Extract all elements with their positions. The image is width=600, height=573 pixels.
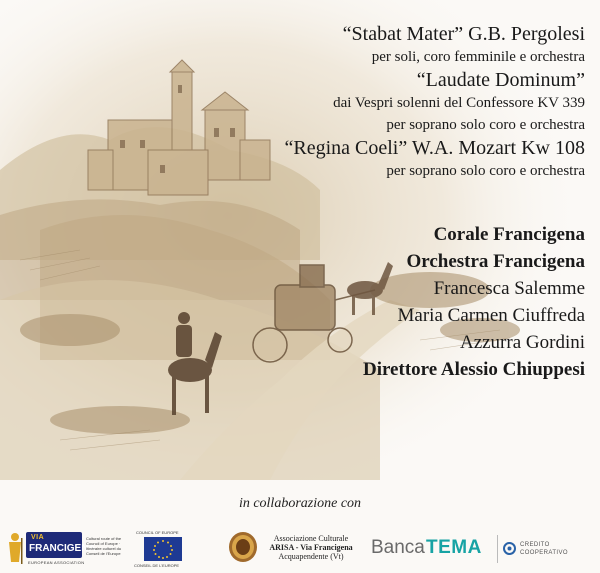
banca-word: Banca <box>371 537 425 558</box>
via-francigena-badge <box>26 532 96 558</box>
conseil-de-leurope-label: CONSEIL DE L'EUROPE <box>134 563 180 568</box>
credito-label: CREDITO <box>520 542 550 548</box>
via-francigena-description: Cultural route of the Council of Europe · Itinéraire culturel du Conseil de l'Europe <box>86 536 122 556</box>
program-block <box>155 22 585 182</box>
credito-cooperativo-icon <box>503 542 516 555</box>
collaboration-label: in collaborazione con <box>238 496 362 511</box>
arisa-line-1: Associazione Culturale <box>273 534 349 543</box>
credito-cooperativo-text <box>520 541 568 557</box>
via-francigena-top: VIA <box>31 534 45 541</box>
soloist-name: Azzurra Gordini <box>459 332 585 353</box>
program-work-3-detail: per soprano solo coro e orchestra <box>386 163 585 179</box>
pilgrim-icon <box>6 532 24 564</box>
council-of-europe-label: COUNCIL OF EUROPE <box>136 530 179 535</box>
banca-tema-logo <box>371 533 593 567</box>
director-name: Direttore Alessio Chiuppesi <box>362 359 585 380</box>
logo-divider <box>497 535 498 563</box>
orchestra-name: Orchestra Francigena <box>406 251 585 272</box>
soloist-name: Francesca Salemme <box>433 278 585 299</box>
program-work-2-source: dai Vespri solenni del Confessore KV 339 <box>333 95 585 111</box>
via-francigena-subtitle: EUROPEAN ASSOCIATION <box>28 560 85 565</box>
soloist-name: Maria Carmen Ciuffreda <box>397 305 585 326</box>
seal-icon <box>228 531 258 563</box>
via-francigena-name: FRANCIGENA <box>29 543 96 554</box>
arisa-line-2: ARISA - Via Francigena <box>269 543 353 552</box>
tema-word: TEMA <box>426 537 482 558</box>
program-work-1-detail: per soli, coro femminile e orchestra <box>371 49 585 65</box>
program-work-2-detail: per soprano solo coro e orchestra <box>386 117 585 133</box>
choir-name: Corale Francigena <box>433 224 585 245</box>
arisa-line-3: Acquapendente (Vt) <box>278 552 344 561</box>
council-of-europe-flag-icon <box>144 537 182 561</box>
arisa-logo <box>228 531 358 569</box>
performers-block <box>155 221 585 383</box>
sponsor-logos <box>0 525 600 570</box>
via-francigena-logo <box>6 530 184 570</box>
cooperativo-label: COOPERATIVO <box>520 550 568 556</box>
program-work-3: “Regina Coeli” W.A. Mozart Kw 108 <box>284 137 585 159</box>
arisa-text <box>264 534 358 561</box>
program-work-2: “Laudate Dominum” <box>416 69 585 91</box>
program-work-1: “Stabat Mater” G.B. Pergolesi <box>342 23 585 45</box>
